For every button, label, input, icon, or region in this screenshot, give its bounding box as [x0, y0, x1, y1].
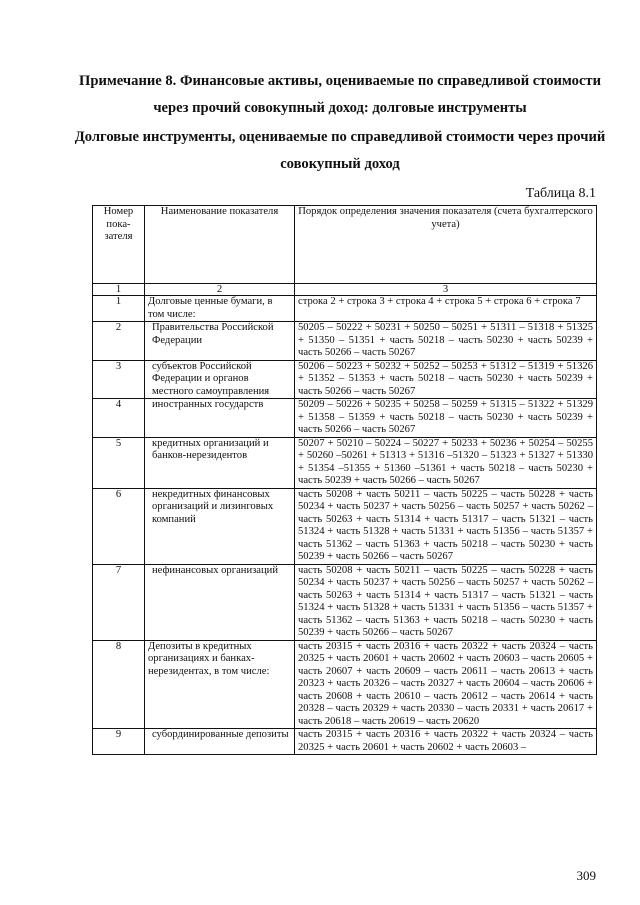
- row-number: 4: [93, 399, 145, 438]
- row-formula: 50205 – 50222 + 50231 + 50250 – 50251 + 51311 – 51318 + 51325 + 51350 – 51351 + часть 50218 – часть 50230 + часть 50239 + часть 50266 – часть 50267: [295, 322, 597, 361]
- column-number-row: [93, 284, 597, 296]
- row-formula: строка 2 + строка 3 + строка 4 + строка 5 + строка 6 + строка 7: [295, 296, 597, 322]
- row-name: [145, 437, 295, 488]
- row-number: 8: [93, 640, 145, 729]
- table-label: Таблица 8.1: [525, 186, 596, 201]
- row-formula: часть 50208 + часть 50211 – часть 50225 – часть 50228 + часть 50234 + часть 50237 + часть 50256 – часть 50257 + часть 50262 – часть 50263 + часть 51314 + часть 51317 – часть 51321 – часть 51324 + часть 51328 + часть 51331 + часть 51356 – часть 51357 + часть 51362 – часть 51363 + часть 50218 – часть 50230 + часть 50239 + часть 50266 – часть 50267: [295, 564, 597, 640]
- table-row: [93, 640, 597, 729]
- row-name-text: нефинансовых организаций: [152, 564, 279, 576]
- column-number: 1: [93, 284, 145, 296]
- table-row: [93, 729, 597, 755]
- row-number: 2: [93, 322, 145, 361]
- row-number: 7: [93, 564, 145, 640]
- page-number: 309: [576, 868, 596, 883]
- row-name: [145, 322, 295, 361]
- section-title: Примечание 8. Финансовые активы, оцениваемые по справедливой стоимости через прочий совокупный доход: долговые инструменты: [78, 73, 602, 116]
- table-row: [93, 360, 597, 399]
- row-name-text: субординированные депозиты: [152, 729, 289, 740]
- table-header-row: [93, 206, 597, 284]
- column-number: 3: [295, 284, 597, 296]
- row-name: Долговые ценные бумаги, в том числе:: [145, 296, 295, 322]
- row-number: 5: [93, 437, 145, 488]
- row-name-text: иностранных государств: [152, 399, 264, 410]
- row-name-text: субъектов Российской Федерации и органов местного самоуправления: [152, 360, 270, 397]
- table-row: [93, 322, 597, 361]
- row-name: Депозиты в кредитных организациях и банках-нерезидентах, в том числе:: [145, 640, 295, 729]
- row-formula: часть 50208 + часть 50211 – часть 50225 – часть 50228 + часть 50234 + часть 50237 + часть 50256 – часть 50257 + часть 50262 – часть 50263 + часть 51314 + часть 51317 – часть 51321 – часть 51324 + часть 51328 + часть 51331 + часть 51356 – часть 51357 + часть 51362 – часть 51363 + часть 50218 – часть 50230 + часть 50239 + часть 50266 – часть 50267: [295, 488, 597, 564]
- row-formula: часть 20315 + часть 20316 + часть 20322 + часть 20324 – часть 20325 + часть 20601 + часть 20602 + часть 20603 –: [295, 729, 597, 755]
- header-calculation-method: Порядок определения значения показателя (счета бухгалтерского учета): [295, 206, 597, 284]
- row-name-text: Правительства Российской Федерации: [152, 322, 274, 346]
- table-title: Долговые инструменты, оцениваемые по справедливой стоимости через прочий совокупный доход: [74, 129, 606, 172]
- row-name: [145, 729, 295, 755]
- row-formula: 50209 – 50226 + 50235 + 50258 – 50259 + 51315 – 51322 + 51329 + 51358 – 51359 + часть 50218 – часть 50230 + часть 50239 + часть 50266 – часть 50267: [295, 399, 597, 438]
- table-row: [93, 399, 597, 438]
- table-row: [93, 564, 597, 640]
- column-number: 2: [145, 284, 295, 296]
- financial-assets-table: [92, 205, 597, 755]
- header-number: Номер пока-зателя: [93, 206, 145, 284]
- table-row: [93, 488, 597, 564]
- row-formula: 50207 + 50210 – 50224 – 50227 + 50233 + 50236 + 50254 – 50255 + 50260 –50261 + 51313 + 51316 –51320 – 51323 + 51327 + 51330 + 51354 –51355 + 51360 –51361 + часть 50218 – часть 50230 + часть 50239 + часть 50266 – часть 50267: [295, 437, 597, 488]
- row-formula: часть 20315 + часть 20316 + часть 20322 + часть 20324 – часть 20325 + часть 20601 + часть 20602 + часть 20603 – часть 20605 + часть 20607 + часть 20609 – часть 20611 – часть 20613 + часть 20323 + часть 20326 – часть 20327 + часть 20604 – часть 20606 + часть 20608 + часть 20610 – часть 20612 – часть 20614 + часть 20328 – часть 20329 + часть 20330 – часть 20331 + часть 20617 + часть 20618 – часть 20619 – часть 20620: [295, 640, 597, 729]
- row-name-text: некредитных финансовых организаций и лизинговых компаний: [152, 488, 274, 525]
- table-row: [93, 437, 597, 488]
- row-number: 6: [93, 488, 145, 564]
- row-name: [145, 488, 295, 564]
- row-name: [145, 399, 295, 438]
- header-indicator-name: Наименование показателя: [145, 206, 295, 284]
- table-row: [93, 296, 597, 322]
- row-name: [145, 360, 295, 399]
- row-number: 3: [93, 360, 145, 399]
- row-formula: 50206 – 50223 + 50232 + 50252 – 50253 + 51312 – 51319 + 51326 + 51352 – 51353 + часть 50218 – часть 50230 + часть 50239 + часть 50266 – часть 50267: [295, 360, 597, 399]
- row-name-text: кредитных организаций и банков-нерезидентов: [152, 437, 269, 461]
- row-number: 9: [93, 729, 145, 755]
- row-number: 1: [93, 296, 145, 322]
- row-name: [145, 564, 295, 640]
